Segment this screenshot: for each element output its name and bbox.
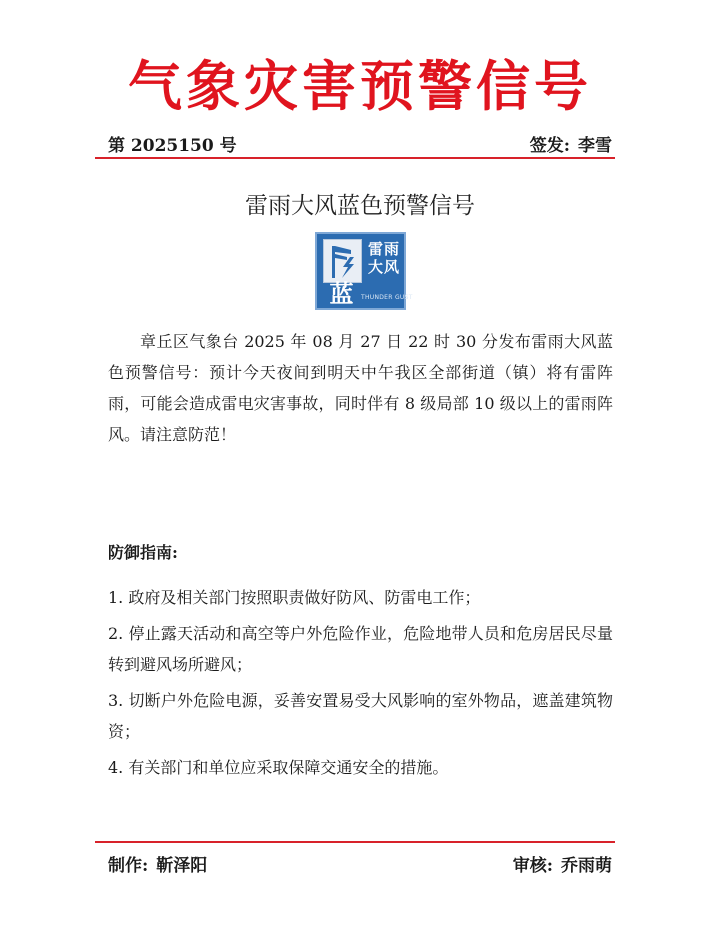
issuer-label: 签发: (529, 135, 570, 156)
reviewer-label: 审核: (512, 855, 553, 876)
alert-body: 章丘区气象台 2025 年 08 月 27 日 22 时 30 分发布雷雨大风蓝色预警信号：预计今天夜间到明天中午我区全部街道（镇）将有雷阵雨，可能会造成雷电灾害事故，同时伴有 8 级局部 10 级以上的雷雨阵风。请注意防范！ (108, 332, 613, 444)
guide-heading: 防御指南: (108, 543, 178, 562)
alert-title: 雷雨大风蓝色预警信号 (245, 193, 475, 219)
top-divider (95, 157, 615, 159)
lightning-flag-icon (324, 240, 361, 282)
icon-label-line2: 大风 (367, 258, 400, 276)
meta-row (108, 130, 612, 156)
thunder-gust-blue-icon (315, 232, 413, 310)
icon-caption: THUNDER GUST (361, 294, 413, 301)
list-item: 2. 停止露天活动和高空等户外危险作业，危险地带人员和危房居民尽量转到避风场所避风； (108, 624, 613, 674)
guide-list (108, 582, 613, 788)
bottom-divider (95, 841, 615, 843)
icon-type-label (365, 240, 403, 276)
list-item: 4. 有关部门和单位应采取保障交通安全的措施。 (108, 758, 449, 777)
reviewer-name: 乔雨萌 (561, 855, 612, 876)
producer (108, 851, 207, 876)
footer-row (108, 850, 612, 876)
list-item: 3. 切断户外危险电源，妥善安置易受大风影响的室外物品，遮盖建筑物资； (108, 691, 613, 741)
issuer-name: 李雪 (578, 135, 612, 156)
document-header-title: 气象灾害预警信号 (128, 55, 592, 118)
producer-label: 制作: (108, 855, 149, 876)
icon-label-line1: 雷雨 (367, 240, 400, 258)
reviewer (513, 851, 612, 876)
producer-name: 靳泽阳 (156, 855, 208, 876)
icon-color-char: 蓝 (329, 280, 354, 308)
list-item: 1. 政府及相关部门按照职责做好防风、防雷电工作； (108, 588, 481, 607)
icon-symbol-box (323, 239, 362, 283)
issue-number: 第 2025150 号 (108, 135, 237, 156)
issuer (530, 131, 612, 156)
